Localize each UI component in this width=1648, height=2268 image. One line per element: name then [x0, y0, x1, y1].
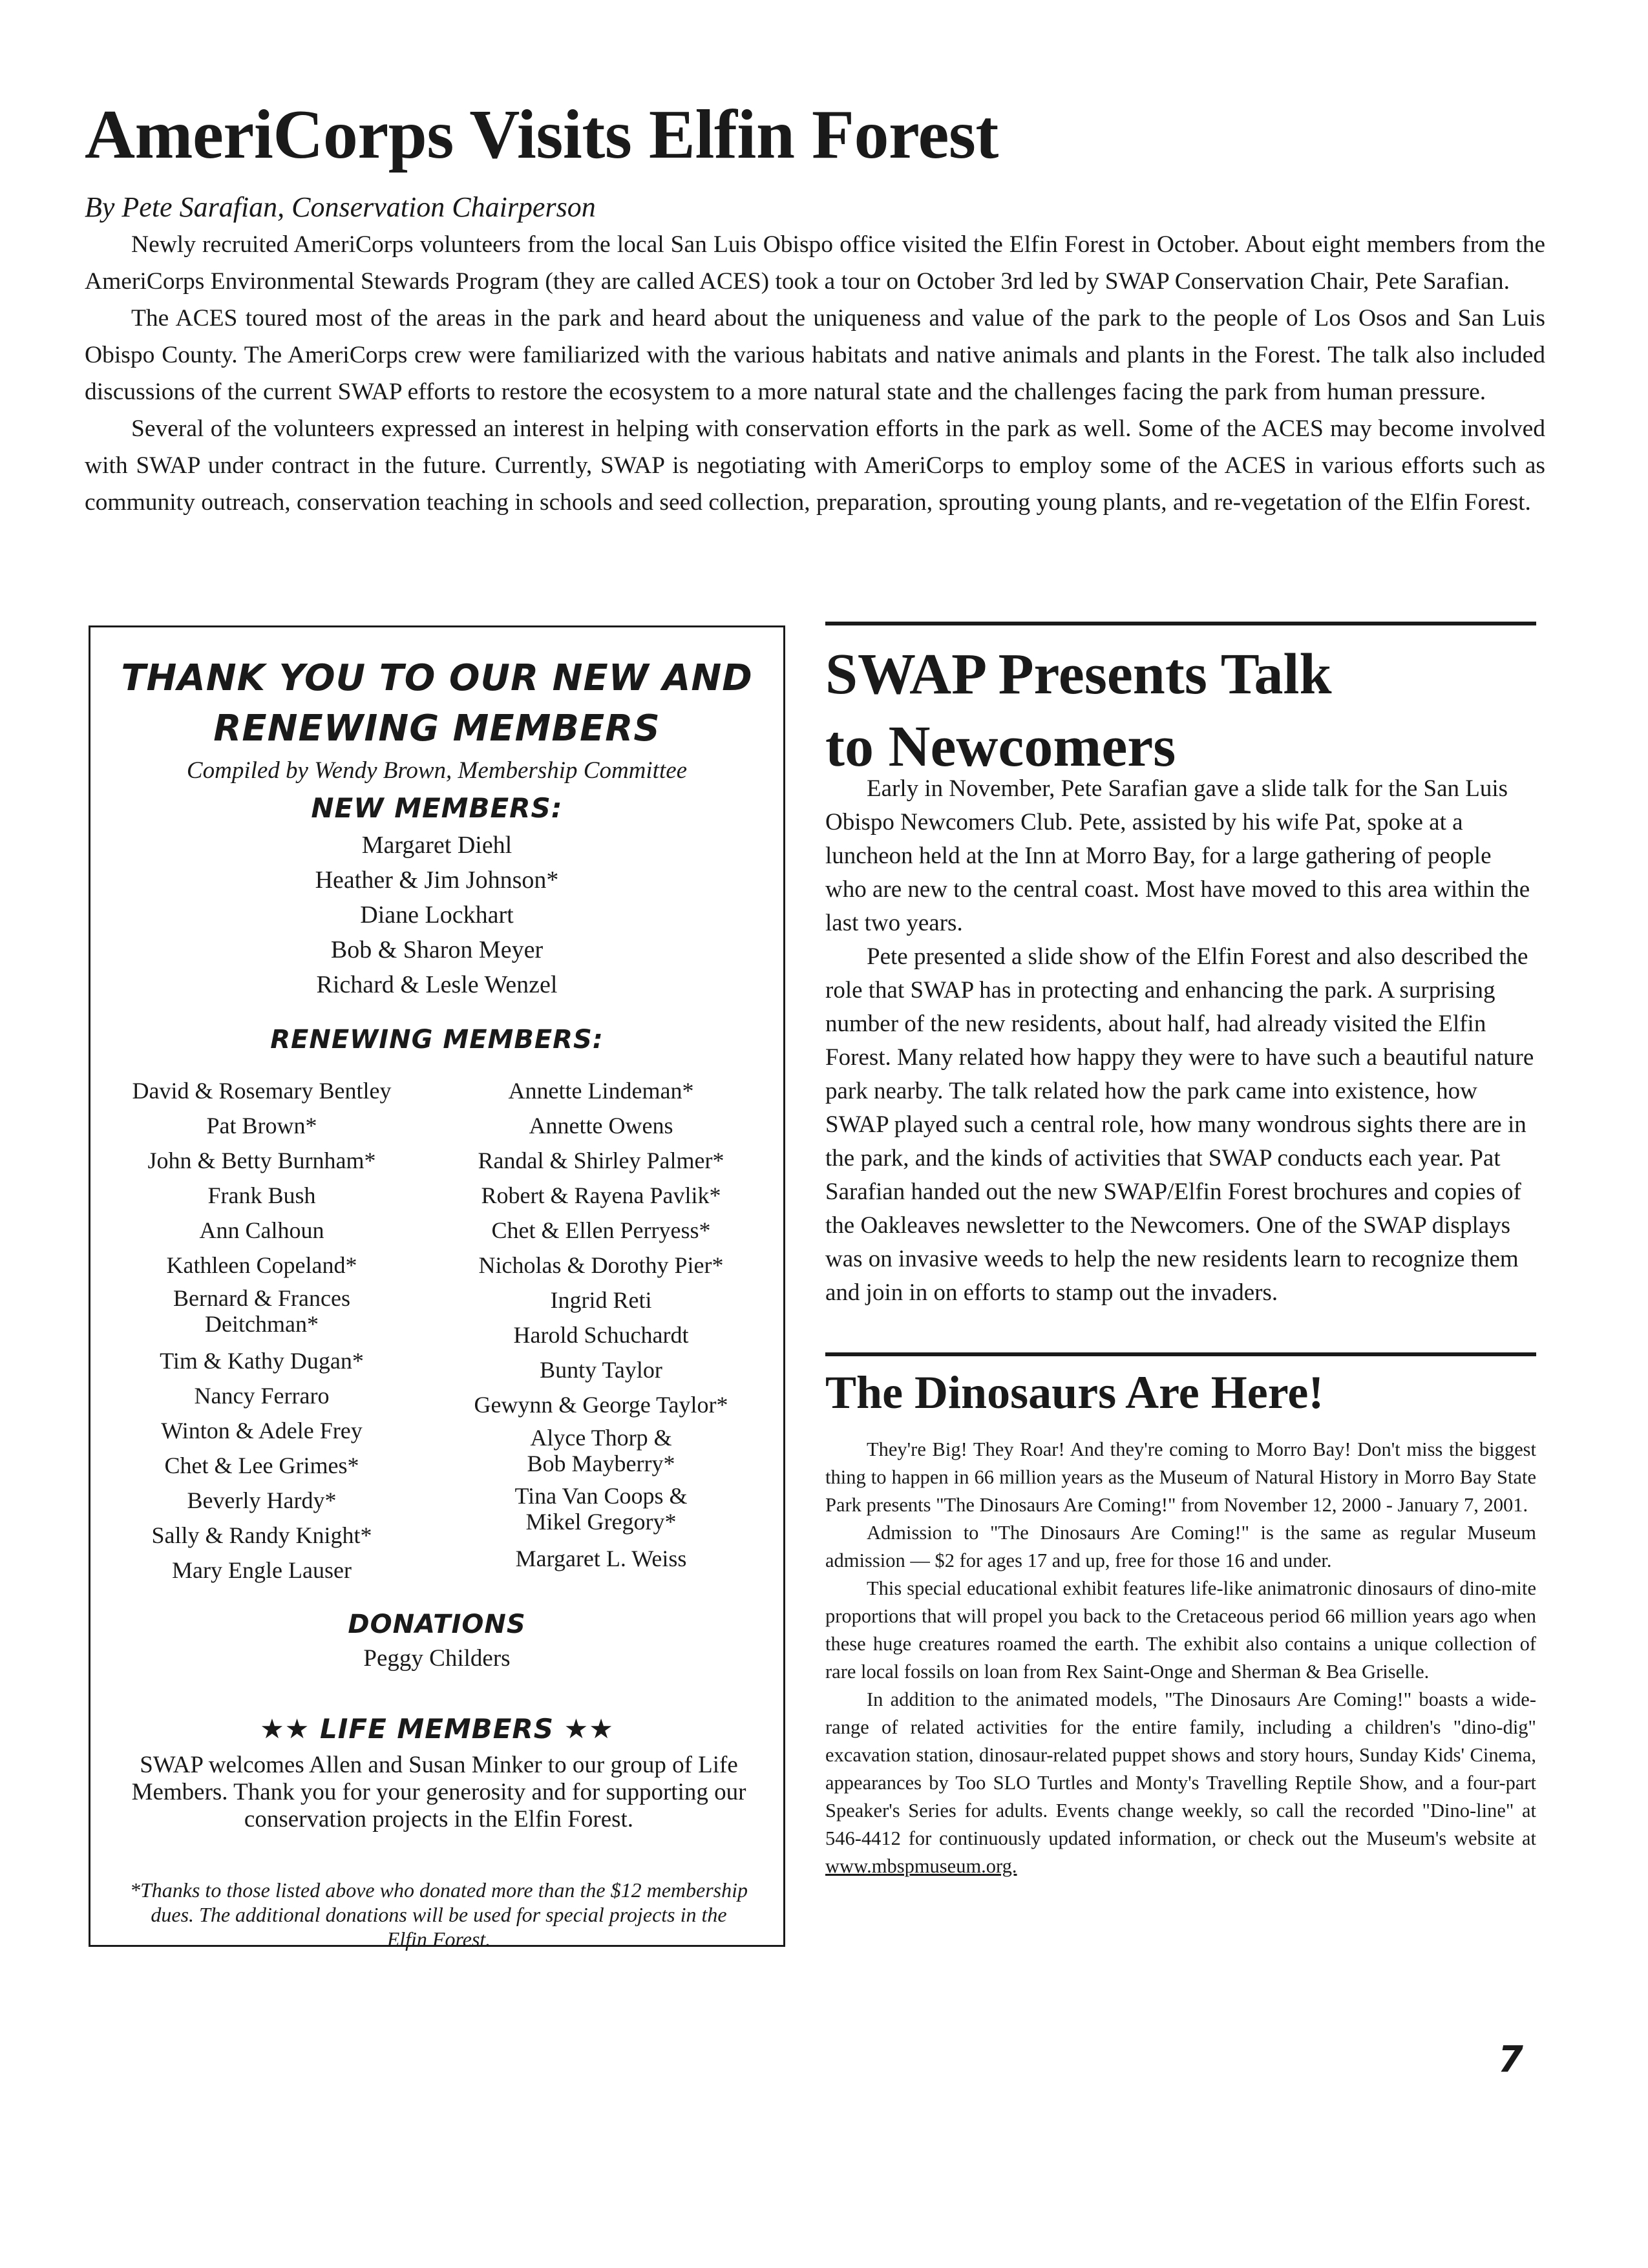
list-item: Tina Van Coops & Mikel Gregory*	[514, 1483, 688, 1535]
members-box-title	[90, 653, 783, 754]
list-item: Chet & Lee Grimes*	[164, 1453, 359, 1478]
list-item: Bunty Taylor	[540, 1357, 662, 1383]
article-byline: By Pete Sarafian, Conservation Chairperson	[85, 191, 596, 223]
list-item: John & Betty Burnham*	[147, 1148, 376, 1173]
list-item: Randal & Shirley Palmer*	[478, 1148, 724, 1173]
paragraph: Newly recruited AmeriCorps volunteers from the local San Luis Obispo office visited the Elfin Forest in October. About eight members from the AmeriCorps Environmental Stewards Program (they are called ACES) took a tour on October 3rd led by SWAP Conservation Chair, Pete Sarafian.	[85, 231, 1545, 295]
list-item: Margaret Diehl	[361, 832, 512, 859]
paragraph: Admission to "The Dinosaurs Are Coming!" is the same as regular Museum admission — $2 for ages 17 and up, free for those 16 and under.	[825, 1522, 1536, 1571]
article-body	[825, 772, 1535, 1310]
list-item: Beverly Hardy*	[187, 1487, 337, 1513]
list-item: David & Rosemary Bentley	[132, 1078, 392, 1104]
paragraph: Pete presented a slide show of the Elfin Forest and also described the role that SWAP has in protecting and enhancing the park. A surprising number of the new residents, about half, had already visited the Elfin Forest. Many related how happy they were to have such a beautiful nature park nearby. The talk related how the park came into existence, how SWAP played such a central role, how many wondrous sights there are in the park, and the kinds of activities that SWAP conducts each year. Pat Sarafian handed out the new SWAP/Elfin Forest brochures and copies of the Oakleaves newsletter to the Newcomers. One of the SWAP displays was on invasive weeds to help the new residents learn to recognize them and join in on efforts to stamp out the invaders.	[825, 943, 1534, 1306]
page-number: 7	[1498, 2039, 1523, 2081]
members-box	[89, 625, 785, 1951]
life-members-heading: ★★ LIFE MEMBERS ★★	[260, 1713, 614, 1745]
title-line: to Newcomers	[825, 715, 1176, 779]
list-item: Ingrid Reti	[550, 1287, 652, 1313]
list-item: Gewynn & George Taylor*	[474, 1392, 728, 1418]
paragraph: Early in November, Pete Sarafian gave a slide talk for the San Luis Obispo Newcomers Club. Pete, assisted by his wife Pat, spoke at a luncheon held at the Inn at Morro Bay, for a large gathering of people who are new to the central coast. Most have moved to this area within the last two years.	[825, 775, 1530, 936]
article-title	[825, 638, 1332, 783]
donations-heading: DONATIONS	[348, 1610, 526, 1639]
list-item: Kathleen Copeland*	[166, 1252, 357, 1278]
list-item: Harold Schuchardt	[513, 1322, 689, 1348]
paragraph-text: In addition to the animated models, "The Dinosaurs Are Coming!" boasts a wide-range of related activities for the entire family, including a children's "dino-dig" excavation station, dinosaur-related puppet shows and story hours, Sunday Kids' Cinema, appearances by Too SLO Turtles and Monty's Travelling Reptile Show, and a four-part Speaker's Series for adults. Events change weekly, so call the recorded "Dino-line" at 546-4412 for continuously updated information, or check out the Museum's website at	[825, 1688, 1536, 1849]
divider	[825, 622, 1536, 625]
list-item: Tim & Kathy Dugan*	[160, 1348, 364, 1374]
title-line: SWAP Presents Talk	[825, 642, 1332, 706]
paragraph	[825, 1686, 1536, 1880]
list-item: Winton & Adele Frey	[161, 1418, 363, 1444]
list-item: Alyce Thorp & Bob Mayberry*	[527, 1425, 675, 1476]
list-item: Peggy Childers	[363, 1645, 511, 1672]
title-line: THANK YOU TO OUR NEW AND	[121, 657, 753, 699]
renewing-list-left	[90, 1073, 433, 1588]
list-item: Sally & Randy Knight*	[151, 1522, 372, 1548]
paragraph: This special educational exhibit features life-like animatronic dinosaurs of dino-mite proportions that will propel you back to the Cretaceous period 66 million years ago when these huge creatures roamed the earth. The exhibit also contains a unique collection of rare local fossils on loan from Rex Saint-Onge and Sherman & Bea Griselle.	[825, 1577, 1536, 1683]
renewing-list-right	[427, 1073, 776, 1576]
list-item: Margaret L. Weiss	[515, 1546, 687, 1571]
museum-website-link[interactable]: www.mbspmuseum.org.	[825, 1855, 1017, 1877]
list-item: Robert & Rayena Pavlik*	[481, 1182, 721, 1208]
list-item: Bernard & Frances Deitchman*	[173, 1285, 350, 1337]
life-members-text: SWAP welcomes Allen and Susan Minker to our group of Life Members. Thank you for your generosity and for supporting our conservation projects in the Elfin Forest.	[131, 1752, 746, 1832]
list-item: Pat Brown*	[206, 1113, 317, 1139]
list-item: Nicholas & Dorothy Pier*	[478, 1252, 724, 1278]
donation-note: *Thanks to those listed above who donated more than the $12 membership dues. The additional donations will be used for special projects in the Elfin Forest.	[129, 1878, 748, 1951]
list-item: Chet & Ellen Perryess*	[491, 1217, 711, 1243]
paragraph: Several of the volunteers expressed an interest in helping with conservation efforts in the park as well. Some of the ACES may become involved with SWAP under contract in the future. Currently, SWAP is negotiating with AmeriCorps to employ some of the ACES in various efforts such as community outreach, conservation teaching in schools and seed collection, preparation, sprouting young plants, and re-vegetation of the Elfin Forest.	[85, 415, 1545, 516]
list-item: Ann Calhoun	[199, 1217, 324, 1243]
list-item: Diane Lockhart	[360, 901, 514, 929]
list-item: Annette Owens	[529, 1113, 673, 1139]
paragraph: They're Big! They Roar! And they're coming to Morro Bay! Don't miss the biggest thing to happen in 66 million years as the Museum of Natural History in Morro Bay State Park presents "The Dinosaurs Are Coming!" from November 12, 2000 - January 7, 2001.	[825, 1438, 1536, 1516]
article-title: The Dinosaurs Are Here!	[825, 1367, 1324, 1418]
new-members-heading: NEW MEMBERS:	[311, 792, 563, 824]
list-item: Richard & Lesle Wenzel	[316, 971, 558, 998]
article-title: AmeriCorps Visits Elfin Forest	[85, 96, 998, 173]
divider	[825, 1352, 1536, 1356]
article-body	[825, 1436, 1536, 1880]
new-members-list	[90, 828, 783, 1002]
title-line: RENEWING MEMBERS	[213, 708, 660, 750]
list-item: Mary Engle Lauser	[172, 1557, 352, 1583]
list-item: Heather & Jim Johnson*	[315, 866, 559, 894]
paragraph: The ACES toured most of the areas in the park and heard about the uniqueness and value of the park to the people of Los Osos and San Luis Obispo County. The AmeriCorps crew were familiarized with the various habitats and native animals and plants in the Forest. The talk also included discussions of the current SWAP efforts to restore the ecosystem to a more natural state and the challenges facing the park from human pressure.	[85, 305, 1545, 405]
compiled-by: Compiled by Wendy Brown, Membership Committee	[186, 757, 688, 784]
list-item: Frank Bush	[207, 1182, 316, 1208]
renewing-members-heading: RENEWING MEMBERS:	[270, 1025, 604, 1055]
list-item: Bob & Sharon Meyer	[330, 936, 544, 963]
article-body	[85, 226, 1545, 521]
list-item: Annette Lindeman*	[508, 1078, 694, 1104]
list-item: Nancy Ferraro	[194, 1383, 330, 1409]
